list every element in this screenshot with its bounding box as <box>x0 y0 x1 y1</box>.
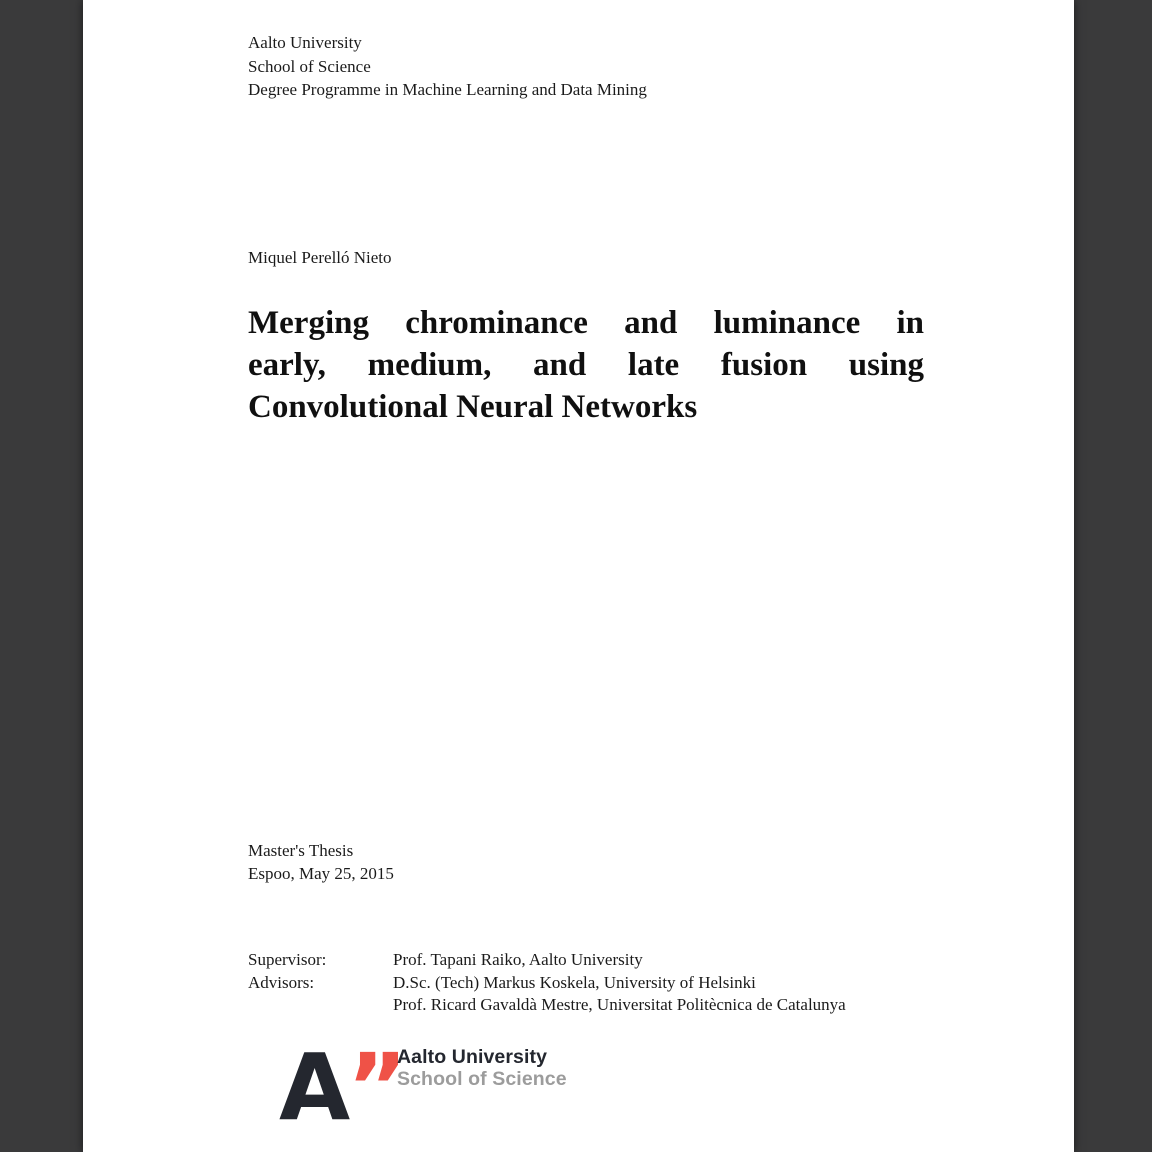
committee-block <box>248 949 846 1017</box>
logo-school-name: School of Science <box>397 1067 567 1090</box>
logo-university-name: Aalto University <box>397 1046 548 1068</box>
thesis-type: Master's Thesis <box>248 841 354 860</box>
thesis-place-date: Espoo, May 25, 2015 <box>248 864 394 883</box>
advisor-1-value: D.Sc. (Tech) Markus Koskela, University of Helsinki <box>393 972 756 992</box>
affiliation-university: Aalto University <box>248 33 362 52</box>
supervisor-value: Prof. Tapani Raiko, Aalto University <box>393 950 643 969</box>
thesis-title-line-2: early, medium, and late fusion using <box>248 347 924 383</box>
advisor-2-value: Prof. Ricard Gavaldà Mestre, Universitat Politècnica de Catalunya <box>393 995 846 1015</box>
affiliation-programme: Degree Programme in Machine Learning and Data Mining <box>248 80 647 99</box>
thesis-title <box>248 302 924 428</box>
advisors-label-spacer <box>248 994 393 1017</box>
advisors-label: Advisors: <box>248 972 315 992</box>
thesis-title-line-3: Convolutional Neural Networks <box>248 389 698 425</box>
aalto-logo-text <box>397 1047 567 1090</box>
affiliation-block <box>248 31 647 102</box>
thesis-title-line-1: Merging chrominance and luminance in <box>248 305 924 341</box>
aalto-logo-letter-icon: A <box>279 1034 351 1141</box>
affiliation-school: School of Science <box>248 56 371 76</box>
supervisor-label: Supervisor: <box>248 950 327 969</box>
thesis-info-block <box>248 839 394 885</box>
thesis-title-page <box>83 0 1074 1152</box>
aalto-logo-quote-icon: ” <box>347 1034 402 1141</box>
author-name: Miquel Perelló Nieto <box>248 248 392 267</box>
